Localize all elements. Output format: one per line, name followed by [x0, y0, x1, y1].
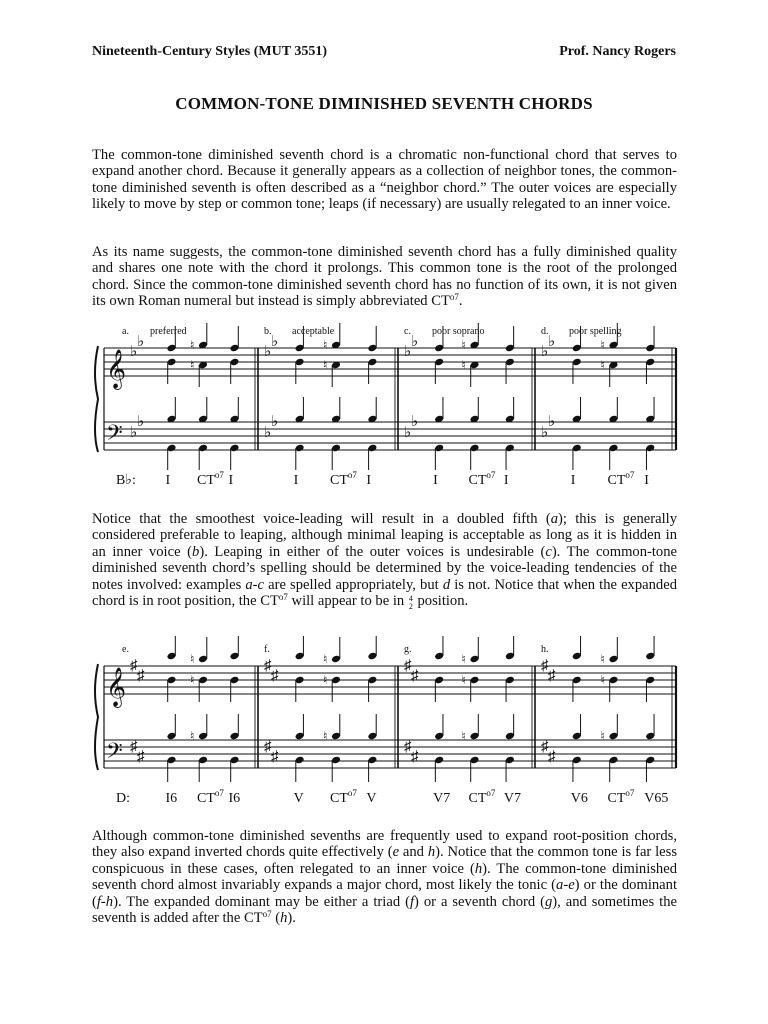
key-signature-icon: ♯ [137, 749, 145, 765]
roman-numeral: V7 [433, 791, 451, 806]
key-signature-icon: ♭ [271, 334, 279, 350]
ct-superscript: o7 [278, 592, 288, 603]
accidental-icon: ♮ [190, 338, 195, 352]
paragraph-definition-text: As its name suggests, the common-tone diminished seventh chord has a fully diminished quality and shares one note with the chord it prolongs. This common tone is the root of the prolonged chord. Since the common-tone diminished seventh chord has no function of its own, it is not given its own Roman numeral but instead is simply abbreviated CT [92, 244, 677, 310]
bass-clef-icon: 𝄢 [106, 421, 123, 450]
key-signature-icon: ♯ [404, 658, 412, 674]
example-label-text: preferred [150, 326, 187, 337]
key-signature-icon: ♭ [541, 425, 549, 441]
text-run: ). The common-tone diminished seventh chord’s spelling should be determined by the voice-leading tendencies of the notes involved: examples [92, 543, 677, 593]
text-run: are spelled appropriately, but [264, 576, 443, 593]
text-run: ) or a seventh chord ( [414, 893, 545, 910]
text-run: ). The expanded dominant may be either a triad ( [113, 893, 410, 910]
fraction-top: 4 [408, 594, 413, 604]
ct-superscript: o7 [347, 470, 357, 480]
ct-superscript: o7 [625, 788, 635, 798]
text-run: position. [413, 593, 469, 610]
accidental-icon: ♮ [461, 729, 466, 743]
page-title: COMMON-TONE DIMINISHED SEVENTH CHORDS [175, 94, 593, 113]
roman-numeral: V7 [503, 791, 521, 806]
key-signature-icon: ♯ [404, 739, 412, 755]
key-signature-icon: ♭ [264, 344, 272, 360]
roman-numeral: V [293, 791, 304, 806]
example-label-text: poor spelling [569, 326, 622, 337]
example-label: f. [264, 644, 270, 655]
text-run: ), and sometimes the seventh is added after the CT [92, 893, 678, 927]
ct-superscript: o7 [486, 470, 496, 480]
example-label: c. [404, 326, 411, 337]
roman-numeral: V65 [644, 791, 669, 806]
accidental-icon: ♮ [190, 358, 195, 372]
accidental-icon: ♮ [323, 729, 328, 743]
key-signature-icon: ♭ [411, 334, 419, 350]
roman-numeral: I [366, 473, 372, 488]
paragraph-inversions [92, 828, 677, 926]
key-signature-icon: ♭ [404, 425, 412, 441]
text-run: ). The common-tone diminished seventh chord almost invariably expands a major chord, most likely the tonic ( [92, 860, 677, 894]
roman-numeral: I [165, 473, 171, 488]
accidental-icon: ♮ [323, 673, 328, 687]
key-signature-icon: ♭ [271, 414, 279, 430]
accidental-icon: ♮ [600, 652, 605, 666]
accidental-icon: ♮ [461, 358, 466, 372]
italic-ref: a [550, 511, 558, 527]
paragraph-voice-leading [92, 511, 677, 611]
accidental-icon: ♮ [461, 652, 466, 666]
roman-numeral: $CT^{o7}$ [197, 788, 224, 806]
roman-numeral: $CT^{o7}$ [468, 788, 496, 806]
roman-numeral: $CT^{o7}$ [197, 470, 224, 488]
italic-ref: b [192, 543, 200, 560]
italic-ref: h [280, 910, 288, 927]
example-label: b. [264, 326, 272, 337]
italic-ref: a-e [556, 877, 575, 894]
key-signature-icon: ♯ [264, 739, 272, 755]
key-signature-icon: ♯ [411, 668, 419, 684]
key-signature-icon: ♯ [541, 658, 549, 674]
roman-numeral: $CT^{o7}$ [330, 788, 357, 806]
roman-numeral: I6 [165, 791, 178, 806]
professor-name: Prof. Nancy Rogers [559, 44, 676, 59]
accidental-icon: ♮ [461, 673, 466, 687]
roman-numeral: I [503, 473, 509, 488]
accidental-icon: ♮ [461, 338, 466, 352]
example-label: d. [541, 326, 549, 337]
bass-clef-icon: 𝄢 [106, 739, 123, 768]
roman-numeral: I [228, 473, 234, 488]
accidental-icon: ♮ [600, 338, 605, 352]
key-signature-icon: ♭ [404, 344, 412, 360]
key-label: B♭: [116, 473, 136, 488]
system-brace [95, 346, 98, 452]
key-signature-icon: ♭ [411, 414, 419, 430]
roman-numeral: $CT^{o7}$ [330, 470, 357, 488]
accidental-icon: ♮ [190, 652, 195, 666]
example-label: a. [122, 326, 129, 337]
italic-ref: c [545, 543, 552, 560]
text-run: ); this is generally considered preferable to leaping, although minimal leaping is acceptable as long as it is hidden in an inner voice ( [92, 511, 677, 560]
key-signature-icon: ♭ [130, 425, 138, 441]
paragraph-definition-end: . [458, 293, 463, 310]
italic-ref: f [409, 893, 414, 910]
ct-superscript: o7 [449, 292, 459, 303]
text-run: Although common-tone diminished sevenths are frequently used to expand root-position chords, they also expand inverted chords quite effectively ( [92, 828, 677, 861]
music-example-1 [0, 318, 768, 498]
ct-superscript: o7 [214, 470, 224, 480]
accidental-icon: ♮ [323, 652, 328, 666]
italic-ref: e [392, 844, 400, 861]
accidental-icon: ♮ [190, 729, 195, 743]
example-label: h. [541, 644, 549, 655]
key-signature-icon: ♭ [548, 414, 556, 430]
key-label: D: [116, 791, 130, 806]
music-example-2 [0, 636, 768, 816]
text-run: ). Notice that the common tone is far less conspicuous in these cases, often relegated to an inner voice ( [92, 844, 678, 877]
roman-numeral: $CT^{o7}$ [607, 788, 635, 806]
key-signature-icon: ♯ [137, 668, 145, 684]
text-run: is not. Notice that when the expanded chord is in root position, the CT [92, 576, 677, 610]
key-signature-icon: ♭ [264, 425, 272, 441]
key-signature-icon: ♯ [130, 658, 138, 674]
key-signature-icon: ♭ [137, 334, 145, 350]
accidental-icon: ♮ [600, 673, 605, 687]
key-signature-icon: ♯ [411, 749, 419, 765]
ct-superscript: o7 [262, 909, 272, 920]
system-brace [95, 664, 98, 770]
italic-ref: h [427, 844, 436, 861]
roman-numeral: I [433, 473, 438, 488]
paragraph-definition [92, 244, 677, 310]
italic-ref: h [474, 860, 483, 877]
key-signature-icon: ♯ [548, 668, 556, 684]
key-signature-icon: ♯ [264, 658, 272, 674]
example-label: e. [122, 644, 129, 655]
roman-numeral: V6 [570, 791, 588, 806]
text-run: ). [287, 910, 296, 927]
treble-clef-icon: 𝄞 [106, 351, 127, 388]
roman-numeral: I [644, 473, 649, 488]
ct-superscript: o7 [214, 788, 224, 798]
roman-numeral: $CT^{o7}$ [468, 470, 496, 488]
text-run: and [399, 844, 428, 861]
roman-numeral: I6 [228, 791, 241, 806]
italic-ref: g [544, 893, 553, 910]
key-signature-icon: ♯ [271, 749, 279, 765]
accidental-icon: ♮ [600, 729, 605, 743]
accidental-icon: ♮ [600, 358, 605, 372]
key-signature-icon: ♯ [130, 739, 138, 755]
score-2-svg [0, 636, 768, 816]
roman-numeral: I [293, 473, 299, 488]
treble-clef-icon: 𝄞 [106, 669, 127, 706]
text-run: ) or the dominant ( [92, 877, 678, 910]
key-signature-icon: ♭ [130, 344, 138, 360]
paragraph-intro: The common-tone diminished seventh chord is a chromatic non-functional chord that serves to expand another chord. Because it generally appears as a collection of neighbor tones, the common-tone diminished seventh is often described as a “neighbor chord.” The outer voices are especially likely to move by step or common tone; leaps (if necessary) are usually relegated to an inner voice. [92, 147, 677, 213]
example-label: g. [404, 644, 412, 655]
figured-bass-fraction [409, 595, 413, 611]
roman-numeral: V [366, 791, 377, 806]
italic-ref: a-c [245, 576, 264, 593]
roman-numeral: $CT^{o7}$ [607, 470, 635, 488]
fraction-bottom: 2 [408, 602, 413, 612]
text-run: ). Leaping in either of the outer voices is undesirable ( [199, 543, 546, 560]
ct-superscript: o7 [486, 788, 496, 798]
key-signature-icon: ♯ [271, 668, 279, 684]
accidental-icon: ♮ [323, 358, 328, 372]
italic-ref: d [442, 576, 451, 593]
example-label-text: poor soprano [432, 326, 485, 337]
text-run: will appear to be in [287, 593, 408, 610]
key-signature-icon: ♭ [541, 344, 549, 360]
accidental-icon: ♮ [190, 673, 195, 687]
key-signature-icon: ♯ [541, 739, 549, 755]
key-signature-icon: ♯ [548, 749, 556, 765]
key-signature-icon: ♭ [137, 414, 145, 430]
ct-superscript: o7 [347, 788, 357, 798]
roman-numeral: I [570, 473, 576, 488]
ct-superscript: o7 [625, 470, 635, 480]
key-signature-icon: ♭ [548, 334, 556, 350]
score-1-svg [0, 318, 768, 498]
text-run: Notice that the smoothest voice-leading will result in a doubled fifth ( [92, 511, 551, 527]
text-run: ( [271, 910, 281, 927]
italic-ref: f-h [96, 893, 114, 910]
accidental-icon: ♮ [323, 338, 328, 352]
course-title: Nineteenth-Century Styles (MUT 3551) [92, 44, 327, 59]
example-label-text: acceptable [292, 326, 335, 337]
